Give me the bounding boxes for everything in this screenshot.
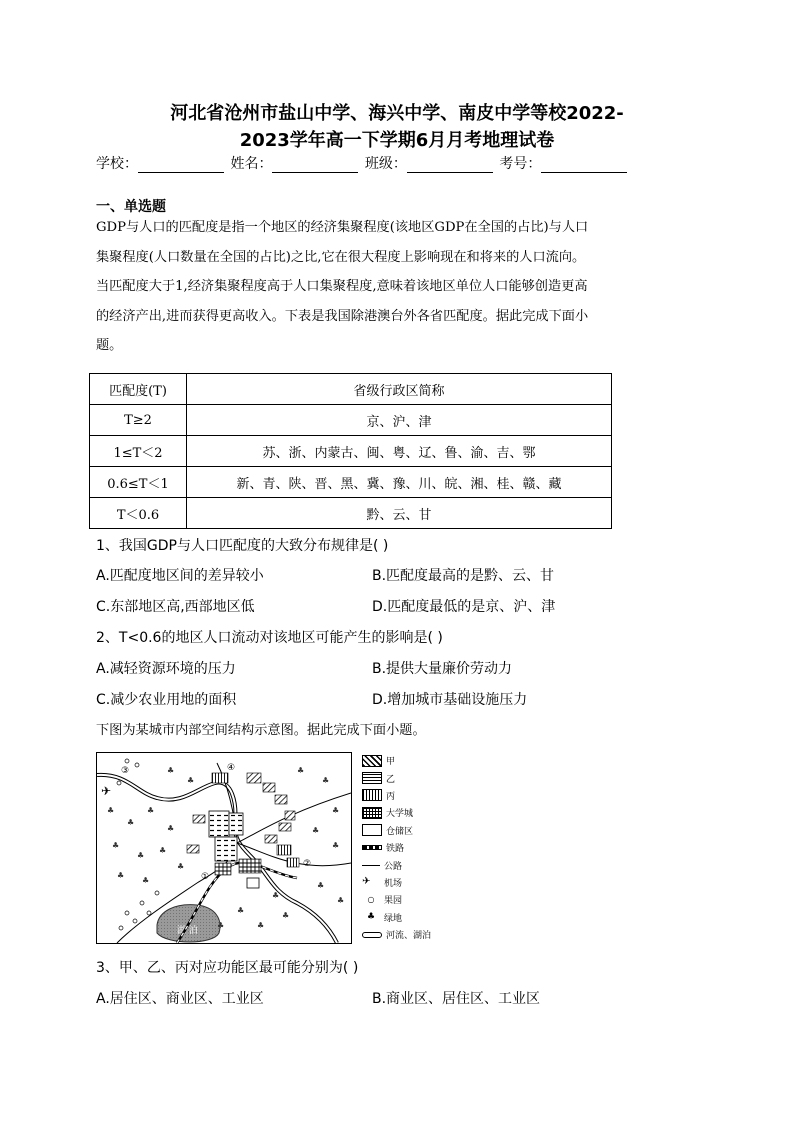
name-label: 姓名： — [230, 156, 273, 172]
legend-label: 大学城 — [386, 809, 414, 820]
svg-text:♣: ♣ — [117, 871, 125, 880]
legend-label: 机场 — [384, 878, 403, 889]
table-row — [90, 467, 612, 498]
svg-text:♣: ♣ — [177, 862, 185, 871]
intro-line: 集聚程度(人口数量在全国的占比)之比,它在很大程度上影响现在和将来的人口流向。 — [96, 249, 586, 265]
table-row — [90, 405, 612, 436]
q1-option-a[interactable]: A.匹配度地区间的差异较小 — [96, 568, 264, 584]
school-label: 学校： — [96, 156, 138, 172]
question-1-stem: 1、我国GDP与人口匹配度的大致分布规律是( ) — [96, 538, 389, 554]
svg-text:♣: ♣ — [112, 841, 120, 850]
q1-option-c[interactable]: C.东部地区高,西部地区低 — [96, 599, 255, 615]
svg-text:♣: ♣ — [322, 776, 330, 785]
svg-text:♣: ♣ — [337, 896, 345, 905]
intro-line: 题。 — [96, 338, 123, 353]
school-blank[interactable] — [138, 158, 224, 173]
number-blank[interactable] — [541, 158, 627, 173]
table-row — [90, 436, 612, 467]
svg-text:♣: ♣ — [317, 881, 325, 890]
table-cell: 1≤T＜2 — [90, 436, 187, 467]
svg-text:♣: ♣ — [159, 846, 167, 855]
svg-text:♣: ♣ — [127, 818, 135, 827]
q3-option-a[interactable]: A.居住区、商业区、工业区 — [96, 991, 264, 1007]
q1-option-d[interactable]: D.匹配度最低的是京、沪、津 — [372, 599, 556, 615]
legend-item — [362, 926, 452, 943]
lake-label: 湖 泊 — [177, 926, 198, 936]
q2-option-a[interactable]: A.减轻资源环境的压力 — [96, 661, 236, 677]
number-label: 考号： — [499, 156, 542, 172]
info-line — [96, 153, 696, 173]
class-label: 班级： — [364, 156, 407, 172]
title-line-2: 2023学年高一下学期6月月考地理试卷 — [239, 130, 555, 151]
intro-paragraph-1 — [96, 213, 706, 361]
orchard-legend-icon: ○ — [367, 894, 375, 904]
railway-icon — [362, 845, 382, 850]
legend-label: 河流、湖泊 — [386, 931, 432, 942]
q2-option-c[interactable]: C.减少农业用地的面积 — [96, 692, 237, 708]
q2-option-b[interactable]: B.提供大量廉价劳动力 — [372, 661, 513, 677]
svg-text:♣: ♣ — [137, 851, 145, 860]
legend-item — [362, 909, 452, 926]
map-svg — [97, 753, 351, 943]
section-heading: 一、单选题 — [96, 199, 166, 215]
intro-paragraph-2 — [96, 716, 706, 746]
legend-label: 乙 — [386, 774, 396, 785]
hatch-swatch-icon — [362, 755, 382, 767]
svg-text:♣: ♣ — [282, 911, 290, 920]
zone-storage — [247, 878, 259, 888]
legend-item — [362, 891, 452, 908]
map-label-1: ① — [201, 872, 210, 882]
legend-item — [362, 752, 452, 769]
airport-icon: ✈ — [101, 784, 112, 798]
legend-item — [362, 804, 452, 821]
legend-label: 丙 — [386, 791, 396, 802]
legend-item — [362, 874, 452, 891]
table-cell: 苏、浙、内蒙古、闽、粤、辽、鲁、渝、吉、鄂 — [187, 436, 612, 467]
grid-swatch-icon — [362, 807, 382, 819]
river-lake-icon — [362, 932, 382, 938]
class-blank[interactable] — [407, 158, 493, 173]
svg-text:♣: ♣ — [167, 766, 175, 775]
intro-line: 当匹配度大于1,经济集聚程度高于人口集聚程度,意味着该地区单位人口能够创造更高 — [96, 279, 588, 294]
svg-text:♣: ♣ — [332, 806, 340, 815]
airport-legend-icon: ✈ — [362, 876, 371, 888]
intro-line: GDP与人口的匹配度是指一个地区的经济集聚程度(该地区GDP在全国的占比)与人口 — [96, 220, 589, 235]
table-cell: 新、青、陕、晋、黑、冀、豫、川、皖、湘、桂、赣、藏 — [187, 467, 612, 498]
svg-text:♣: ♣ — [332, 841, 340, 850]
table-cell: 0.6≤T＜1 — [90, 467, 187, 498]
svg-text:♣: ♣ — [312, 826, 320, 835]
legend-item — [362, 769, 452, 786]
svg-text:♣: ♣ — [187, 776, 195, 785]
table-cell: T≥2 — [90, 405, 187, 436]
svg-text:♣: ♣ — [217, 921, 225, 930]
dash-swatch-icon — [362, 772, 382, 784]
table-header: 匹配度(T) — [90, 374, 187, 405]
table-cell: T＜0.6 — [90, 498, 187, 529]
question-3-stem: 3、甲、乙、丙对应功能区最可能分别为( ) — [96, 960, 359, 976]
legend-item — [362, 787, 452, 804]
match-table — [89, 373, 612, 529]
table-row — [90, 498, 612, 529]
table-cell: 黔、云、甘 — [187, 498, 612, 529]
legend-item — [362, 856, 452, 873]
road-icon — [362, 865, 380, 866]
svg-text:♣: ♣ — [237, 906, 245, 915]
legend-item — [362, 822, 452, 839]
svg-text:♣: ♣ — [147, 806, 155, 815]
q1-option-b[interactable]: B.匹配度最高的是黔、云、甘 — [372, 568, 555, 584]
title-line-1: 河北省沧州市盐山中学、海兴中学、南皮中学等校2022- — [170, 103, 624, 124]
legend-label: 公路 — [384, 861, 403, 872]
vertical-swatch-icon — [362, 789, 382, 801]
map-label-4: ④ — [227, 763, 236, 773]
table-header-row — [90, 374, 612, 405]
legend-label: 果园 — [384, 896, 403, 907]
zone-bing — [212, 773, 228, 783]
legend-label: 甲 — [386, 757, 396, 768]
zone-yi — [209, 811, 229, 837]
city-structure-map — [96, 752, 352, 944]
intro-line: 的经济产出,进而获得更高收入。下表是我国除港澳台外各省匹配度。据此完成下面小 — [96, 308, 589, 324]
zone-jia — [247, 773, 261, 783]
storage-swatch-icon — [362, 824, 382, 836]
svg-text:♣: ♣ — [272, 891, 280, 900]
legend-item — [362, 839, 452, 856]
svg-text:♣: ♣ — [107, 806, 115, 815]
legend-label: 仓储区 — [386, 826, 414, 837]
map-legend — [362, 752, 452, 943]
svg-text:♣: ♣ — [257, 921, 265, 930]
q2-option-d[interactable]: D.增加城市基础设施压力 — [372, 692, 528, 708]
greenland-legend-icon: ♣ — [366, 912, 376, 923]
table-header: 省级行政区简称 — [187, 374, 612, 405]
legend-label: 铁路 — [386, 844, 405, 855]
question-2-stem: 2、T<0.6的地区人口流动对该地区可能产生的影响是( ) — [96, 630, 443, 646]
map-label-3: ③ — [121, 766, 130, 776]
svg-text:♣: ♣ — [297, 766, 305, 775]
legend-label: 绿地 — [384, 913, 403, 924]
map-label-2: ② — [303, 859, 312, 869]
intro-line: 下图为某城市内部空间结构示意图。据此完成下面小题。 — [96, 723, 426, 738]
svg-text:♣: ♣ — [167, 824, 175, 833]
name-blank[interactable] — [272, 158, 358, 173]
svg-text:♣: ♣ — [142, 876, 150, 885]
zone-university — [239, 859, 261, 873]
orchard-icons — [117, 759, 159, 930]
table-cell: 京、沪、津 — [187, 405, 612, 436]
q3-option-b[interactable]: B.商业区、居住区、工业区 — [372, 991, 541, 1007]
